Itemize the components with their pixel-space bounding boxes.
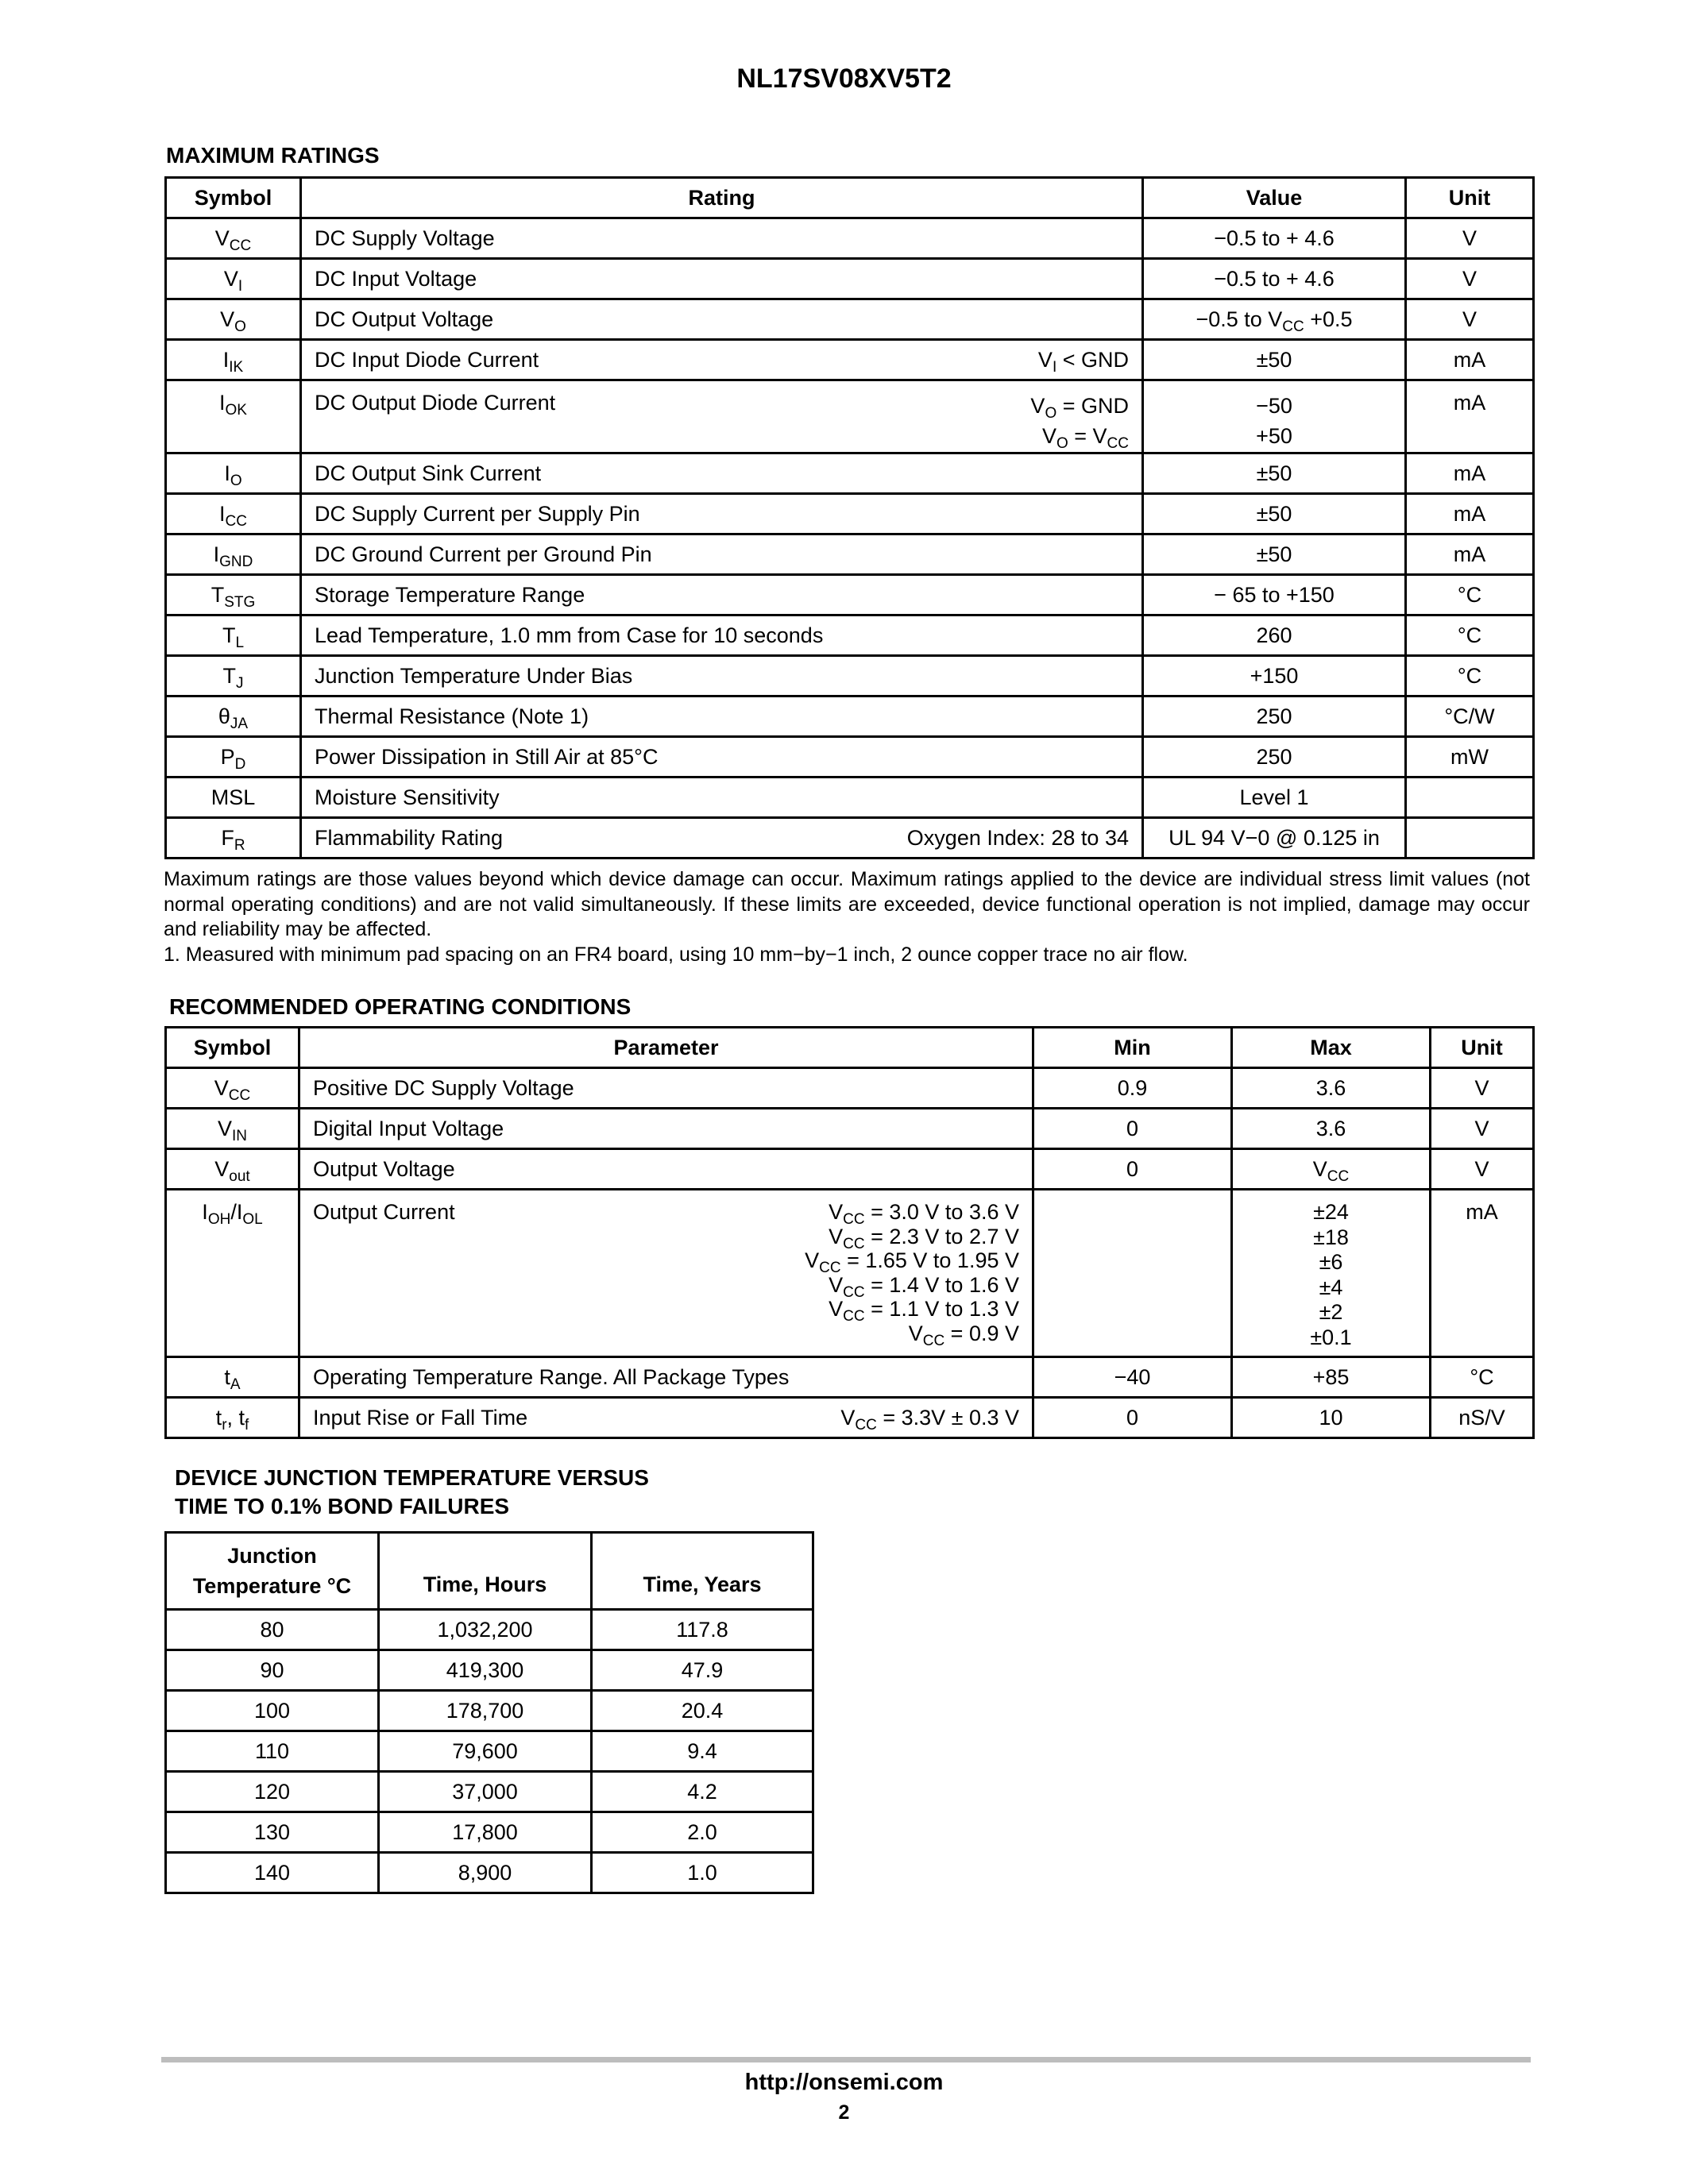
years-cell: 2.0 — [592, 1812, 813, 1853]
col-header-symbol: Symbol — [166, 178, 301, 218]
hours-cell: 17,800 — [379, 1812, 592, 1853]
years-cell: 117.8 — [592, 1610, 813, 1650]
symbol-cell: $I_{CC}$ — [166, 494, 301, 534]
rating-cell: Lead Temperature, 1.0 mm from Case for 10 seconds — [301, 615, 1143, 656]
footer-divider — [161, 2057, 1531, 2062]
unit-cell: °C — [1431, 1357, 1534, 1398]
unit-cell: °C/W — [1406, 696, 1534, 737]
max-cell: +85 — [1232, 1357, 1431, 1398]
value-cell: Level 1 — [1143, 778, 1406, 818]
table-row — [166, 534, 1534, 575]
value-cell: ±50 — [1143, 340, 1406, 380]
rating-text: DC Output Diode Current — [315, 391, 556, 415]
table-row — [166, 1812, 813, 1853]
value-cell: ±50 — [1143, 453, 1406, 494]
table-row — [166, 1068, 1534, 1109]
table-row — [166, 1650, 813, 1691]
rating-cell: Power Dissipation in Still Air at 85°C — [301, 737, 1143, 778]
unit-cell: V — [1431, 1149, 1534, 1190]
min-cell: 0 — [1033, 1109, 1232, 1149]
rating-cell: Thermal Resistance (Note 1) — [301, 696, 1143, 737]
condition-line: $V_{CC} = 0.9$ V — [908, 1321, 1019, 1349]
table-row — [166, 1398, 1534, 1438]
col-header-unit: Unit — [1431, 1028, 1534, 1068]
symbol-cell: $V_{CC}$ — [166, 1068, 299, 1109]
table-row — [166, 778, 1534, 818]
years-cell: 47.9 — [592, 1650, 813, 1691]
table-row — [166, 696, 1534, 737]
symbol-cell: $t_A$ — [166, 1357, 299, 1398]
condition-text: $V_O$ = GND $V_O = V_{CC}$ — [1030, 394, 1129, 452]
rating-cell: Moisture Sensitivity — [301, 778, 1143, 818]
parameter-cell: Positive DC Supply Voltage — [299, 1068, 1033, 1109]
unit-cell: mA — [1406, 340, 1534, 380]
symbol-cell: $I_{OK}$ — [166, 380, 301, 453]
unit-cell: V — [1431, 1109, 1534, 1149]
value-cell: 250 — [1143, 696, 1406, 737]
hours-cell: 79,600 — [379, 1731, 592, 1772]
symbol-cell: $\theta_{JA}$ — [166, 696, 301, 737]
col-header-time-years: Time, Years — [592, 1533, 813, 1610]
unit-cell: V — [1406, 218, 1534, 259]
value-cell: 250 — [1143, 737, 1406, 778]
unit-cell: V — [1406, 259, 1534, 299]
min-cell — [1033, 1190, 1232, 1357]
col-header-time-hours: Time, Hours — [379, 1533, 592, 1610]
table-row — [166, 1772, 813, 1812]
unit-cell: mA — [1406, 534, 1534, 575]
value-cell: ±50 — [1143, 534, 1406, 575]
table-row — [166, 218, 1534, 259]
condition-text: $V_{CC} = 3.3V \pm 0.3$ V — [840, 1405, 1019, 1433]
hours-cell: 178,700 — [379, 1691, 592, 1731]
max-cell: $V_{CC}$ — [1232, 1149, 1431, 1190]
symbol-cell: $P_D$ — [166, 737, 301, 778]
table-row — [166, 737, 1534, 778]
rating-cell: Storage Temperature Range — [301, 575, 1143, 615]
hours-cell: 419,300 — [379, 1650, 592, 1691]
recommended-title: RECOMMENDED OPERATING CONDITIONS — [169, 994, 632, 1019]
rating-cell: DC Input Voltage — [301, 259, 1143, 299]
max-cell: 3.6 — [1232, 1109, 1431, 1149]
rating-cell: DC Supply Voltage — [301, 218, 1143, 259]
max-ratings-notes — [164, 867, 1530, 967]
parameter-cell: Digital Input Voltage — [299, 1109, 1033, 1149]
table-row — [166, 299, 1534, 340]
table-row — [166, 656, 1534, 696]
rating-cell: DC Output Voltage — [301, 299, 1143, 340]
table-row — [166, 1853, 813, 1893]
footnote-1: 1. Measured with minimum pad spacing on an FR4 board, using 10 mm−by−1 inch, 2 ounce copper trace no air flow. — [164, 943, 1188, 966]
condition-line: $V_{CC} = 2.3$ V to 2.7 V — [829, 1224, 1019, 1252]
col-header-unit: Unit — [1406, 178, 1534, 218]
col-header-parameter: Parameter — [299, 1028, 1033, 1068]
table-row — [166, 1149, 1534, 1190]
rating-cell — [301, 818, 1143, 859]
hours-cell: 37,000 — [379, 1772, 592, 1812]
value-cell: −0.5 to + 4.6 — [1143, 218, 1406, 259]
symbol-cell: $V_O$ — [166, 299, 301, 340]
min-cell: 0 — [1033, 1149, 1232, 1190]
unit-cell: mA — [1406, 453, 1534, 494]
max-cell: 10 — [1232, 1398, 1431, 1438]
temp-cell: 110 — [166, 1731, 379, 1772]
value-cell: −0.5 to + 4.6 — [1143, 259, 1406, 299]
col-header-symbol: Symbol — [166, 1028, 299, 1068]
condition-text: $V_I$ < GND — [1037, 347, 1129, 376]
table-row — [166, 1190, 1534, 1357]
symbol-cell: $V_{CC}$ — [166, 218, 301, 259]
max-ratings-table — [164, 176, 1535, 859]
unit-cell — [1406, 818, 1534, 859]
parameter-cell — [299, 1398, 1033, 1438]
col-header-junction-temp: Junction Temperature °C — [166, 1533, 379, 1610]
unit-cell — [1406, 778, 1534, 818]
table-row — [166, 1109, 1534, 1149]
col-header-max: Max — [1232, 1028, 1431, 1068]
value-cell: − 65 to +150 — [1143, 575, 1406, 615]
page-number: 2 — [838, 2101, 850, 2124]
temp-cell: 120 — [166, 1772, 379, 1812]
parameter-text: Input Rise or Fall Time — [313, 1405, 528, 1430]
parameter-cell: Output Voltage — [299, 1149, 1033, 1190]
max-ratings-title: MAXIMUM RATINGS — [166, 143, 380, 168]
symbol-cell: $F_R$ — [166, 818, 301, 859]
unit-cell: mA — [1406, 380, 1534, 453]
value-cell: −0.5 to $V_{CC} +0.5$ — [1143, 299, 1406, 340]
condition-line: $V_{CC} = 1.4$ V to 1.6 V — [829, 1272, 1019, 1301]
table-row — [166, 1357, 1534, 1398]
rating-cell: DC Supply Current per Supply Pin — [301, 494, 1143, 534]
table-row — [166, 340, 1534, 380]
rating-cell: DC Ground Current per Ground Pin — [301, 534, 1143, 575]
table-row — [166, 1610, 813, 1650]
unit-cell: V — [1406, 299, 1534, 340]
table-row — [166, 818, 1534, 859]
value-cell: +150 — [1143, 656, 1406, 696]
table-row — [166, 494, 1534, 534]
unit-cell: nS/V — [1431, 1398, 1534, 1438]
unit-cell: V — [1431, 1068, 1534, 1109]
col-header-rating: Rating — [301, 178, 1143, 218]
condition-text: Oxygen Index: 28 to 34 — [906, 825, 1129, 850]
symbol-cell: MSL — [166, 778, 301, 818]
col-header-value: Value — [1143, 178, 1406, 218]
table-row — [166, 615, 1534, 656]
note-paragraph: Maximum ratings are those values beyond which device damage can occur. Maximum ratings applied to the device are individual stress limit values (not normal operating conditions) and are not valid simultaneously. If these limits are exceeded, device functional operation is not implied, damage may occur and reliability may be affected. — [164, 868, 1530, 940]
years-cell: 1.0 — [592, 1853, 813, 1893]
footer-url-link[interactable]: http://onsemi.com — [744, 2070, 944, 2095]
value-cell: −50 +50 — [1143, 380, 1406, 453]
table-row — [166, 259, 1534, 299]
years-cell: 9.4 — [592, 1731, 813, 1772]
unit-cell: °C — [1406, 656, 1534, 696]
parameter-cell — [299, 1190, 1033, 1357]
document-title: NL17SV08XV5T2 — [736, 64, 952, 94]
symbol-cell: $I_O$ — [166, 453, 301, 494]
unit-cell: mA — [1431, 1190, 1534, 1357]
condition-line: $V_{CC} = 3.0$ V to 3.6 V — [829, 1200, 1019, 1228]
symbol-cell: $t_r$, $t_f$ — [166, 1398, 299, 1438]
symbol-cell: $I_{GND}$ — [166, 534, 301, 575]
table-row — [166, 1731, 813, 1772]
symbol-cell: $I_{OH}/I_{OL}$ — [166, 1190, 299, 1357]
table-row — [166, 575, 1534, 615]
hours-cell: 1,032,200 — [379, 1610, 592, 1650]
unit-cell: mW — [1406, 737, 1534, 778]
parameter-cell: Operating Temperature Range. All Package Types — [299, 1357, 1033, 1398]
value-cell: 260 — [1143, 615, 1406, 656]
table-row — [166, 380, 1534, 453]
max-cell: ±24 ±18 ±6 ±4 ±2 ±0.1 — [1232, 1190, 1431, 1357]
rating-cell — [301, 380, 1143, 453]
table-header-row — [166, 178, 1534, 218]
symbol-cell: $V_I$ — [166, 259, 301, 299]
temp-cell: 130 — [166, 1812, 379, 1853]
recommended-table — [164, 1026, 1535, 1439]
symbol-cell: $V_{out}$ — [166, 1149, 299, 1190]
parameter-text: Output Current — [313, 1200, 455, 1224]
min-cell: 0 — [1033, 1398, 1232, 1438]
condition-line: $V_{CC} = 1.65$ V to 1.95 V — [805, 1248, 1019, 1276]
table-row — [166, 453, 1534, 494]
symbol-cell: $V_{IN}$ — [166, 1109, 299, 1149]
value-cell: ±50 — [1143, 494, 1406, 534]
min-cell: −40 — [1033, 1357, 1232, 1398]
table-row — [166, 1691, 813, 1731]
temp-cell: 80 — [166, 1610, 379, 1650]
symbol-cell: $T_L$ — [166, 615, 301, 656]
condition-line: $V_{CC} = 1.1$ V to 1.3 V — [829, 1297, 1019, 1325]
years-cell: 20.4 — [592, 1691, 813, 1731]
temp-cell: 100 — [166, 1691, 379, 1731]
condition-list — [805, 1200, 1019, 1349]
table-header-row — [166, 1028, 1534, 1068]
rating-cell: DC Output Sink Current — [301, 453, 1143, 494]
unit-cell: °C — [1406, 575, 1534, 615]
temp-cell: 140 — [166, 1853, 379, 1893]
min-cell: 0.9 — [1033, 1068, 1232, 1109]
table-header-row — [166, 1533, 813, 1610]
hours-cell: 8,900 — [379, 1853, 592, 1893]
junction-title: DEVICE JUNCTION TEMPERATURE VERSUS TIME TO 0.1% BOND FAILURES — [175, 1465, 649, 1518]
rating-text: Flammability Rating — [315, 825, 504, 850]
temp-cell: 90 — [166, 1650, 379, 1691]
col-header-min: Min — [1033, 1028, 1232, 1068]
symbol-cell: $I_{IK}$ — [166, 340, 301, 380]
junction-table — [164, 1531, 814, 1894]
years-cell: 4.2 — [592, 1772, 813, 1812]
rating-cell — [301, 340, 1143, 380]
rating-cell: Junction Temperature Under Bias — [301, 656, 1143, 696]
value-cell: UL 94 V−0 @ 0.125 in — [1143, 818, 1406, 859]
symbol-cell: $T_{STG}$ — [166, 575, 301, 615]
unit-cell: °C — [1406, 615, 1534, 656]
max-cell: 3.6 — [1232, 1068, 1431, 1109]
unit-cell: mA — [1406, 494, 1534, 534]
symbol-cell: $T_J$ — [166, 656, 301, 696]
rating-text: DC Input Diode Current — [315, 347, 539, 372]
